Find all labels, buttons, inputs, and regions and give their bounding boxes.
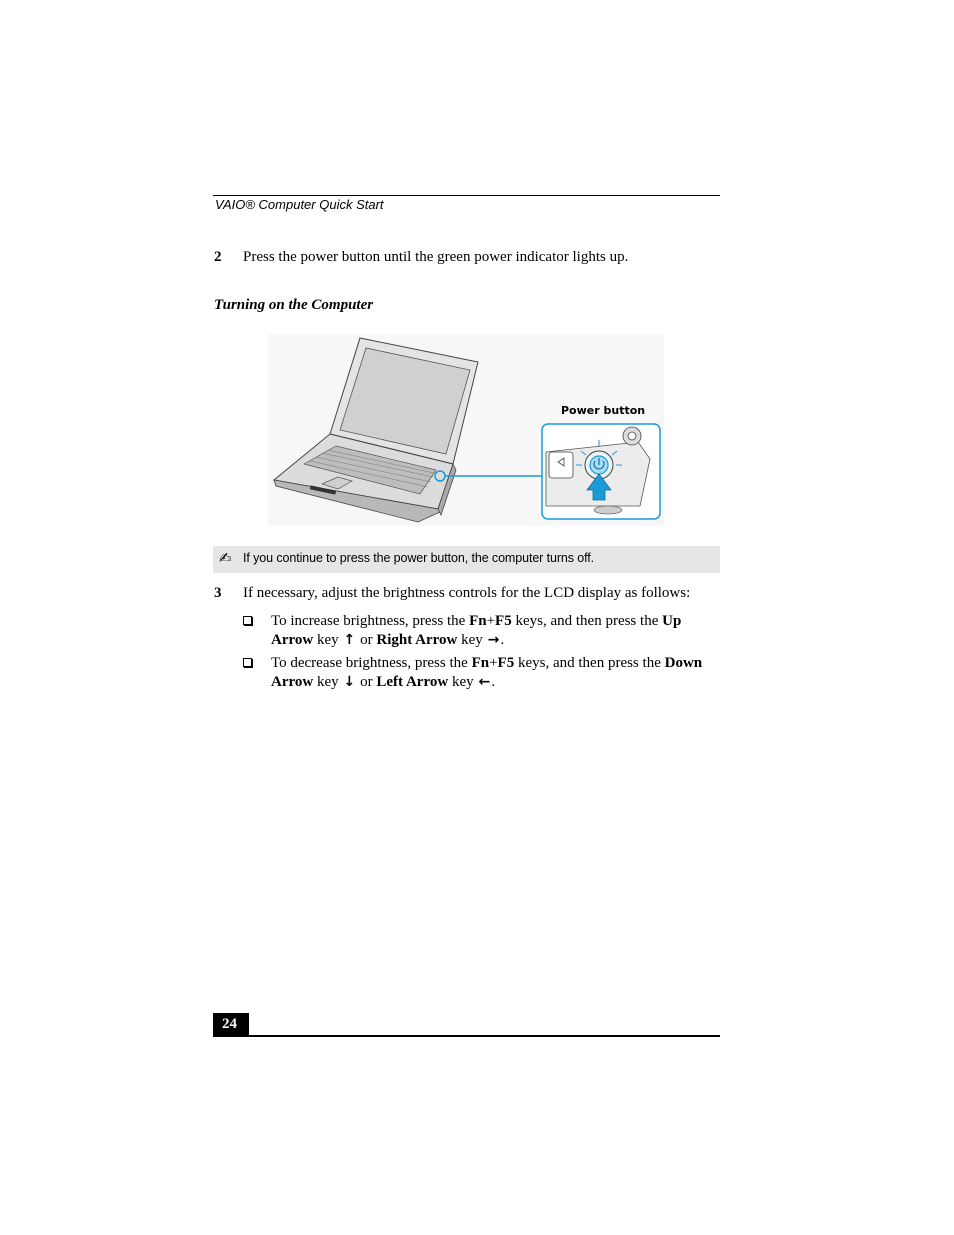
- footer-rule: [213, 1035, 720, 1037]
- step-text: If necessary, adjust the brightness controls for the LCD display as follows:: [243, 585, 691, 601]
- running-head: VAIO® Computer Quick Start: [215, 197, 384, 212]
- pencil-note-icon: ✍: [219, 549, 232, 567]
- checkbox-bullet-icon: [243, 658, 252, 667]
- left-arrow-icon: ←: [478, 674, 491, 690]
- laptop-illustration: [268, 334, 664, 526]
- note-text: If you continue to press the power button, the computer turns off.: [243, 551, 595, 565]
- note-box: [213, 546, 720, 573]
- checkbox-bullet-icon: [243, 616, 252, 625]
- power-button-callout-label: Power button: [561, 404, 646, 417]
- bullet-increase-brightness: To increase brightness, press the Fn+F5 keys, and then press the Up Arrow key ↑ or Right Arrow key →.: [243, 612, 721, 652]
- down-arrow-icon: ↓: [343, 674, 356, 690]
- step-number: 2: [214, 249, 222, 265]
- page-number: 24: [213, 1013, 249, 1037]
- figure-caption: Turning on the Computer: [214, 297, 374, 313]
- up-arrow-icon: ↑: [343, 632, 356, 648]
- laptop-figure: [268, 334, 664, 526]
- header-rule: [213, 195, 720, 196]
- step-text: Press the power button until the green power indicator lights up.: [243, 249, 629, 265]
- bullet-decrease-brightness: To decrease brightness, press the Fn+F5 keys, and then press the Down Arrow key ↓ or Left Arrow key ←.: [243, 654, 721, 694]
- step-number: 3: [214, 585, 222, 601]
- right-arrow-icon: →: [487, 632, 500, 648]
